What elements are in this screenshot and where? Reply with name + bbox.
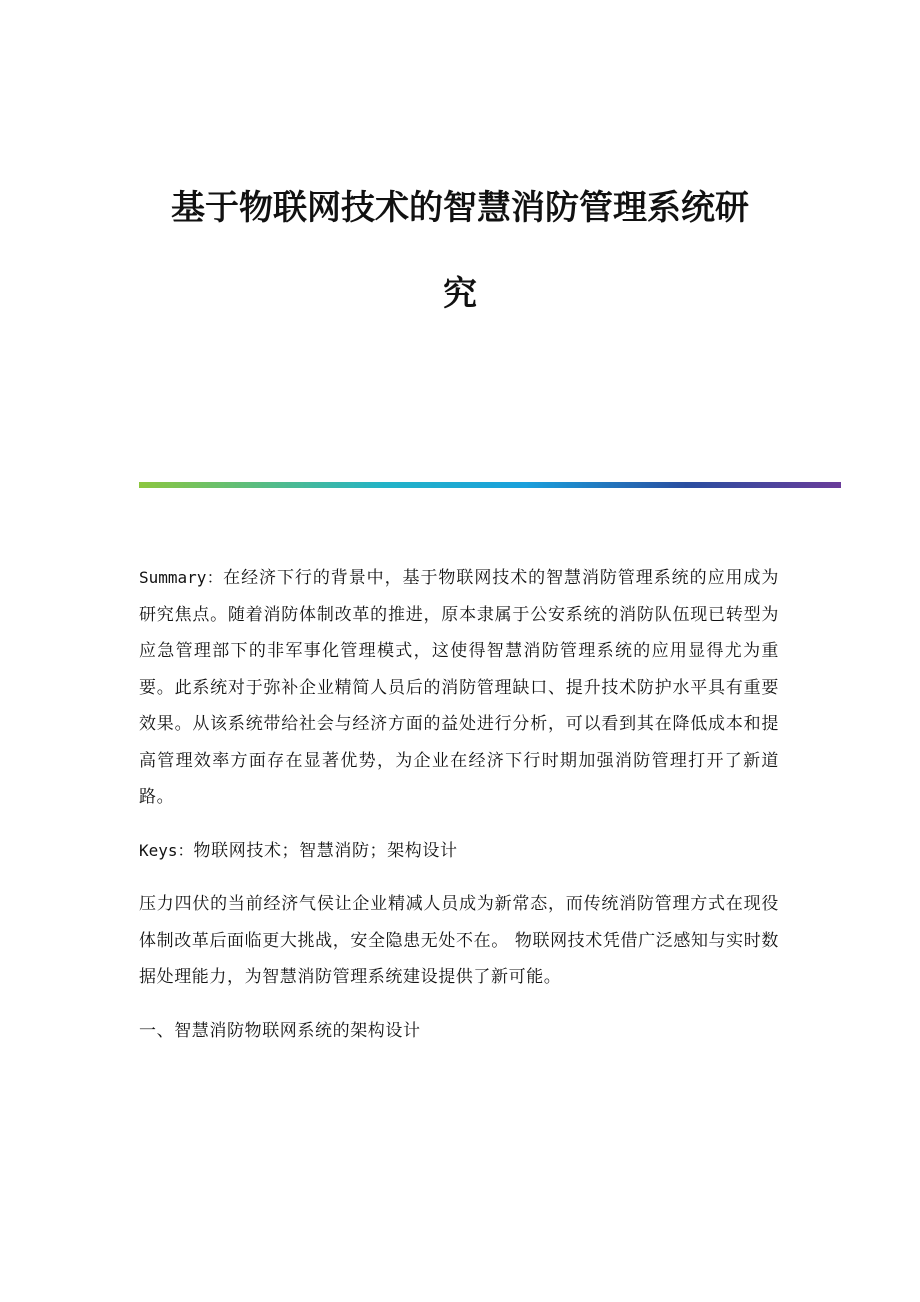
summary-label: Summary： — [139, 568, 224, 587]
document-title — [80, 180, 840, 322]
title-line-2: 究 — [443, 274, 477, 314]
keys-paragraph — [139, 833, 779, 870]
document-body — [139, 560, 779, 1066]
section-heading: 一、智慧消防物联网系统的架构设计 — [139, 1020, 421, 1041]
keys-text: 物联网技术；智慧消防；架构设计 — [193, 840, 458, 861]
summary-text: 在经济下行的背景中，基于物联网技术的智慧消防管理系统的应用成为研究焦点。随着消防体制改革的推进，原本隶属于公安系统的消防队伍现已转型为应急管理部下的非军事化管理模式，这使得智慧消防管理系统的应用显得尤为重要。此系统对于弥补企业精简人员后的消防管理缺口、提升技术防护水平具有重要效果。从该系统带给社会与经济方面的益处进行分析，可以看到其在降低成本和提高管理效率方面存在显著优势，为企业在经济下行时期加强消防管理打开了新道路。 — [139, 568, 779, 807]
keys-label: Keys： — [139, 840, 194, 860]
summary-paragraph — [139, 560, 779, 816]
intro-paragraph: 压力四伏的当前经济气侯让企业精减人员成为新常态，而传统消防管理方式在现役体制改革后面临更大挑战，安全隐患无处不在。 物联网技术凭借广泛感知与实时数据处理能力，为智慧消防管理系统建设提供了新可能。 — [139, 894, 779, 987]
title-line-1: 基于物联网技术的智慧消防管理系统研 — [171, 188, 749, 228]
gradient-divider — [139, 482, 841, 488]
